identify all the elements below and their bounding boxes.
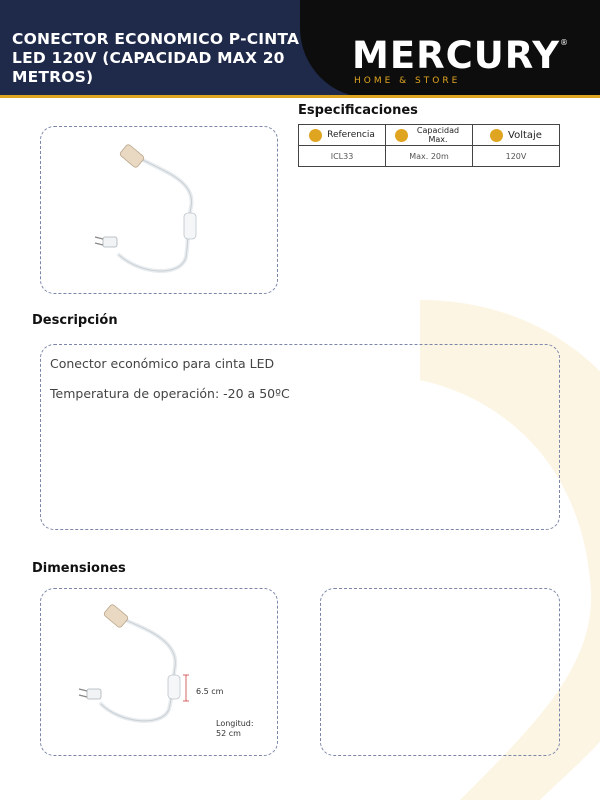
specs-value-capacity: Max. 20m	[386, 146, 473, 167]
specs-header-voltage	[473, 125, 560, 146]
description-title: Descripción	[32, 313, 118, 328]
connector-dimensions-image	[41, 589, 277, 755]
description-line: Temperatura de operación: -20 a 50ºC	[50, 386, 290, 401]
lightning-icon	[490, 129, 503, 142]
brand-logo	[352, 34, 568, 86]
dimensions-secondary-frame	[320, 588, 560, 756]
specs-header-label: Voltaje	[508, 129, 542, 141]
dimensions-image-frame	[40, 588, 278, 756]
description-frame	[40, 344, 560, 530]
specs-header-capacity	[386, 125, 473, 146]
tag-icon	[309, 129, 322, 142]
dimension-height-label: 6.5 cm	[196, 687, 224, 696]
header-accent-line	[0, 95, 600, 98]
logo-wordmark: MERCURY	[352, 34, 561, 77]
specs-value-voltage: 120V	[473, 146, 560, 167]
specs-header-label: Capacidad Max.	[416, 126, 460, 144]
bolt-icon	[395, 129, 408, 142]
specs-header-row	[299, 125, 560, 146]
specs-header-reference	[299, 125, 386, 146]
specs-header-label: Referencia	[327, 130, 375, 140]
description-line: Conector económico para cinta LED	[50, 356, 275, 371]
product-title: CONECTOR ECONOMICO P-CINTA LED 120V (CAPACIDAD MAX 20 METROS)	[12, 30, 300, 86]
specs-value-reference: ICL33	[299, 146, 386, 167]
dimension-length-value: 52 cm	[216, 729, 241, 738]
dimensions-title: Dimensiones	[32, 561, 126, 576]
specs-title: Especificaciones	[298, 103, 418, 118]
specs-value-row	[299, 146, 560, 167]
specs-table	[298, 124, 560, 167]
connector-product-image	[41, 127, 277, 293]
logo-subtitle: HOME & STORE	[354, 76, 461, 86]
logo-registered-mark: ®	[560, 38, 568, 47]
product-image-frame	[40, 126, 278, 294]
header-banner	[0, 0, 600, 98]
dimension-length-label: Longitud:	[216, 719, 254, 728]
